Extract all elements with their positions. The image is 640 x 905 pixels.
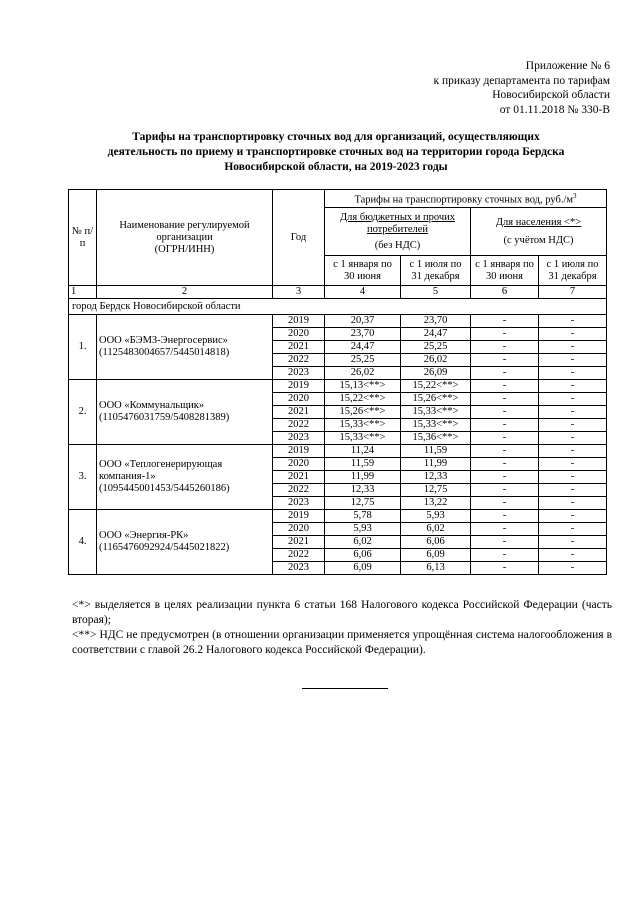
year-cell: 2021 (273, 406, 325, 419)
year-cell: 2022 (273, 419, 325, 432)
population-h1-cell: - (471, 510, 539, 523)
population-h1-cell: - (471, 562, 539, 575)
year-cell: 2020 (273, 523, 325, 536)
org-name: ООО «Теплогенерирующая компания-1» (99, 459, 223, 482)
budget-h1-cell: 20,37 (325, 315, 401, 328)
budget-h2-cell: 11,99 (401, 458, 471, 471)
header-num: № п/п (69, 190, 97, 286)
column-number-row (69, 286, 607, 299)
population-h2-cell: - (539, 536, 607, 549)
population-h1-cell: - (471, 315, 539, 328)
population-h1-cell: - (471, 497, 539, 510)
budget-h2-cell: 15,26<**> (401, 393, 471, 406)
budget-h2-cell: 12,33 (401, 471, 471, 484)
year-cell: 2022 (273, 549, 325, 562)
year-cell: 2021 (273, 536, 325, 549)
year-cell: 2020 (273, 328, 325, 341)
budget-h1-cell: 6,09 (325, 562, 401, 575)
budget-h2-cell: 5,93 (401, 510, 471, 523)
population-h1-cell: - (471, 419, 539, 432)
population-h2-cell: - (539, 549, 607, 562)
budget-h1-cell: 12,33 (325, 484, 401, 497)
population-h1-cell: - (471, 354, 539, 367)
population-h2-cell: - (539, 445, 607, 458)
budget-h1-cell: 23,70 (325, 328, 401, 341)
column-number: 7 (539, 286, 607, 299)
population-h2-cell: - (539, 406, 607, 419)
population-h2-cell: - (539, 523, 607, 536)
budget-h2-cell: 15,33<**> (401, 406, 471, 419)
budget-h1-cell: 15,26<**> (325, 406, 401, 419)
org-number: 2. (69, 380, 97, 445)
budget-h1-cell: 6,02 (325, 536, 401, 549)
year-cell: 2020 (273, 393, 325, 406)
column-number: 1 (69, 286, 97, 299)
org-cell (97, 380, 273, 445)
budget-h2-cell: 6,02 (401, 523, 471, 536)
header-year: Год (273, 190, 325, 286)
population-h2-cell: - (539, 328, 607, 341)
org-ids: (1105476031759/5408281389) (99, 412, 230, 423)
budget-h2-cell: 24,47 (401, 328, 471, 341)
year-cell: 2019 (273, 510, 325, 523)
header-population (471, 208, 607, 256)
budget-h2-cell: 6,13 (401, 562, 471, 575)
org-ids: (1165476092924/5445021822) (99, 542, 230, 553)
budget-h2-cell: 26,09 (401, 367, 471, 380)
population-h1-cell: - (471, 341, 539, 354)
budget-h1-cell: 11,24 (325, 445, 401, 458)
header-budget-label: Для бюджетных и прочих потребителей (339, 211, 455, 235)
title-line: Тарифы на транспортировку сточных вод для организаций, осуществляющих (132, 131, 540, 143)
org-ids: (1095445001453/5445260186) (99, 483, 230, 494)
population-h2-cell: - (539, 380, 607, 393)
appendix-line: от 01.11.2018 № 330-В (499, 103, 610, 116)
population-h1-cell: - (471, 536, 539, 549)
org-name: ООО «БЭМЗ-Энергосервис» (99, 335, 228, 346)
year-cell: 2023 (273, 497, 325, 510)
year-cell: 2021 (273, 471, 325, 484)
column-number: 3 (273, 286, 325, 299)
population-h2-cell: - (539, 367, 607, 380)
budget-h2-cell: 12,75 (401, 484, 471, 497)
column-number: 4 (325, 286, 401, 299)
population-h2-cell: - (539, 354, 607, 367)
budget-h2-cell: 6,06 (401, 536, 471, 549)
population-h2-cell: - (539, 341, 607, 354)
table-row (69, 380, 607, 393)
year-cell: 2023 (273, 562, 325, 575)
org-number: 3. (69, 445, 97, 510)
year-cell: 2023 (273, 367, 325, 380)
org-ids: (1125483004657/5445014818) (99, 347, 230, 358)
header-period-1: с 1 января по 30 июня (471, 256, 539, 286)
budget-h1-cell: 12,75 (325, 497, 401, 510)
header-budget (325, 208, 471, 256)
title-line: деятельность по приему и транспортировке сточных вод на территории города Бердска (107, 146, 565, 158)
population-h2-cell: - (539, 393, 607, 406)
population-h1-cell: - (471, 380, 539, 393)
column-number: 6 (471, 286, 539, 299)
population-h1-cell: - (471, 523, 539, 536)
header-org (97, 190, 273, 286)
budget-h1-cell: 26,02 (325, 367, 401, 380)
budget-h2-cell: 15,33<**> (401, 419, 471, 432)
budget-h1-cell: 5,78 (325, 510, 401, 523)
org-name: ООО «Коммунальщик» (99, 400, 205, 411)
population-h2-cell: - (539, 471, 607, 484)
population-h1-cell: - (471, 445, 539, 458)
header-population-label: Для населения <*> (495, 216, 582, 228)
table-row (69, 315, 607, 328)
header-org-name: Наименование регулируемой организации (119, 219, 250, 243)
org-cell (97, 510, 273, 575)
budget-h1-cell: 15,33<**> (325, 419, 401, 432)
population-h2-cell: - (539, 315, 607, 328)
header-budget-vat: (без НДС) (374, 239, 421, 251)
year-cell: 2023 (273, 432, 325, 445)
year-cell: 2019 (273, 380, 325, 393)
budget-h1-cell: 6,06 (325, 549, 401, 562)
population-h2-cell: - (539, 510, 607, 523)
population-h2-cell: - (539, 458, 607, 471)
budget-h2-cell: 6,09 (401, 549, 471, 562)
budget-h2-cell: 25,25 (401, 341, 471, 354)
budget-h1-cell: 24,47 (325, 341, 401, 354)
header-tariffs (325, 190, 607, 208)
tariffs-table (68, 189, 607, 575)
population-h2-cell: - (539, 497, 607, 510)
budget-h2-cell: 23,70 (401, 315, 471, 328)
budget-h2-cell: 13,22 (401, 497, 471, 510)
column-number: 2 (97, 286, 273, 299)
table-row (69, 445, 607, 458)
budget-h2-cell: 15,36<**> (401, 432, 471, 445)
title-line: Новосибирской области, на 2019-2023 годы (224, 161, 448, 173)
budget-h1-cell: 15,22<**> (325, 393, 401, 406)
population-h1-cell: - (471, 484, 539, 497)
budget-h2-cell: 26,02 (401, 354, 471, 367)
budget-h1-cell: 11,59 (325, 458, 401, 471)
table-row (69, 510, 607, 523)
year-cell: 2019 (273, 315, 325, 328)
org-cell (97, 315, 273, 380)
population-h1-cell: - (471, 432, 539, 445)
population-h1-cell: - (471, 471, 539, 484)
document-title (60, 130, 612, 175)
header-period-1: с 1 января по 30 июня (325, 256, 401, 286)
budget-h1-cell: 5,93 (325, 523, 401, 536)
org-cell (97, 445, 273, 510)
appendix-line: Новосибирской области (492, 89, 610, 101)
header-tariffs-text: Тарифы на транспортировку сточных вод, руб./м (354, 194, 574, 206)
population-h1-cell: - (471, 328, 539, 341)
year-cell: 2021 (273, 341, 325, 354)
footnote-1: <*> выделяется в целях реализации пункта 6 статьи 168 Налогового кодекса Российской Федерации (часть вторая); (72, 599, 612, 626)
budget-h1-cell: 25,25 (325, 354, 401, 367)
population-h1-cell: - (471, 458, 539, 471)
budget-h1-cell: 15,33<**> (325, 432, 401, 445)
footnotes (72, 598, 612, 658)
year-cell: 2019 (273, 445, 325, 458)
header-period-2: с 1 июля по 31 декабря (539, 256, 607, 286)
budget-h1-cell: 11,99 (325, 471, 401, 484)
budget-h2-cell: 15,22<**> (401, 380, 471, 393)
header-population-vat: (с учётом НДС) (503, 234, 574, 246)
column-number: 5 (401, 286, 471, 299)
appendix-header (433, 59, 610, 117)
appendix-line: Приложение № 6 (525, 60, 610, 72)
year-cell: 2020 (273, 458, 325, 471)
org-number: 4. (69, 510, 97, 575)
population-h1-cell: - (471, 393, 539, 406)
year-cell: 2022 (273, 354, 325, 367)
population-h2-cell: - (539, 419, 607, 432)
footnote-2: <**> НДС не предусмотрен (в отношении организации применяется упрощённая система налогообложения в соответствии с главой 26.2 Налогового кодекса Российской Федерации). (72, 629, 612, 656)
org-number: 1. (69, 315, 97, 380)
separator-line (302, 688, 388, 689)
population-h2-cell: - (539, 432, 607, 445)
header-period-2: с 1 июля по 31 декабря (401, 256, 471, 286)
year-cell: 2022 (273, 484, 325, 497)
budget-h2-cell: 11,59 (401, 445, 471, 458)
population-h2-cell: - (539, 562, 607, 575)
appendix-line: к приказу департамента по тарифам (433, 74, 610, 87)
budget-h1-cell: 15,13<**> (325, 380, 401, 393)
population-h1-cell: - (471, 406, 539, 419)
population-h1-cell: - (471, 367, 539, 380)
header-org-ids: (ОГРН/ИНН) (154, 243, 215, 255)
population-h1-cell: - (471, 549, 539, 562)
header-tariffs-sup: 3 (573, 192, 577, 201)
population-h2-cell: - (539, 484, 607, 497)
org-name: ООО «Энергия-РК» (99, 530, 189, 541)
city-row: город Бердск Новосибирской области (69, 299, 607, 315)
